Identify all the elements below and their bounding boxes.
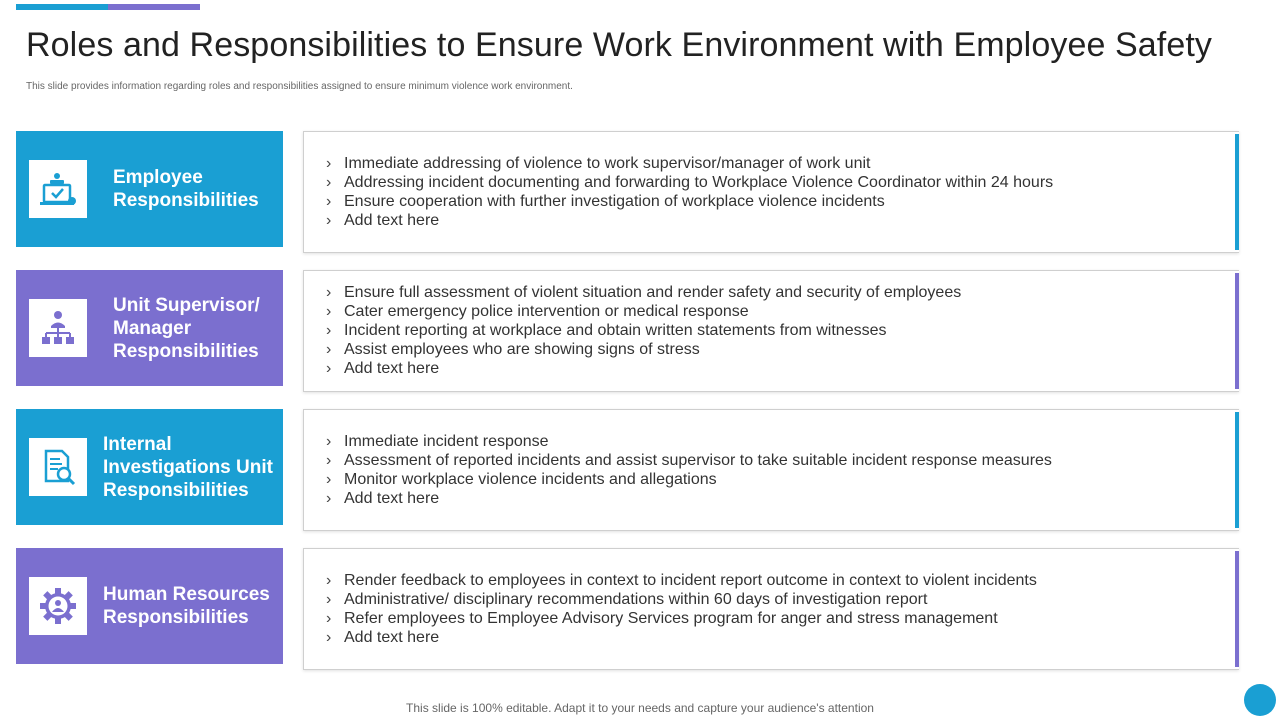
top-accent-bar-blue [16, 4, 108, 10]
role-title: Internal Investigations Unit Responsibilities [103, 433, 273, 501]
chevron-right-icon: › [326, 341, 332, 358]
chevron-right-icon: › [326, 322, 332, 339]
gear-person-icon [29, 577, 87, 635]
top-accent-bar-purple [108, 4, 200, 10]
role-label-box [16, 548, 283, 664]
list-item: › Immediate addressing of violence to work supervisor/manager of work unit [326, 155, 871, 172]
chevron-right-icon: › [326, 284, 332, 301]
role-label-box [16, 409, 283, 525]
responsibilities-card [303, 270, 1239, 392]
corner-circle-decoration [1244, 684, 1276, 716]
chevron-right-icon: › [326, 433, 332, 450]
responsibilities-card [303, 409, 1239, 531]
responsibilities-card [303, 131, 1239, 253]
role-title: Unit Supervisor/ Manager Responsibilities [113, 294, 260, 362]
page-subtitle: This slide provides information regarding roles and responsibilities assigned to ensure minimum violence work environment. [26, 81, 573, 92]
role-title: Human Resources Responsibilities [103, 584, 270, 628]
list-item: › Cater emergency police intervention or medical response [326, 303, 749, 320]
chevron-right-icon: › [326, 591, 332, 608]
responsibility-row-investigations [16, 409, 1244, 527]
chevron-right-icon: › [326, 490, 332, 507]
list-item: › Addressing incident documenting and forwarding to Workplace Violence Coordinator within 24 hours [326, 174, 1054, 191]
employee-laptop-icon [29, 160, 87, 218]
responsibility-row-hr [16, 548, 1244, 666]
card-accent-bar [1235, 134, 1239, 250]
card-accent-bar [1235, 412, 1239, 528]
responsibilities-list [326, 154, 1053, 230]
responsibilities-card [303, 548, 1239, 670]
role-title: Employee Responsibilities [113, 167, 259, 211]
list-item: › Add text here [326, 629, 440, 646]
chevron-right-icon: › [326, 360, 332, 377]
card-accent-bar [1235, 551, 1239, 667]
responsibilities-list [326, 283, 961, 378]
responsibilities-list [326, 571, 1037, 647]
chevron-right-icon: › [326, 212, 332, 229]
chevron-right-icon: › [326, 174, 332, 191]
chevron-right-icon: › [326, 452, 332, 469]
role-label-box [16, 270, 283, 386]
list-item: › Incident reporting at workplace and obtain written statements from witnesses [326, 322, 887, 339]
responsibility-row-employee [16, 131, 1244, 249]
footer-note: This slide is 100% editable. Adapt it to your needs and capture your audience's attention [406, 701, 874, 715]
card-accent-bar [1235, 273, 1239, 389]
list-item: › Assessment of reported incidents and assist supervisor to take suitable incident response measures [326, 452, 1052, 469]
list-item: › Ensure cooperation with further investigation of workplace violence incidents [326, 193, 885, 210]
chevron-right-icon: › [326, 193, 332, 210]
list-item: › Refer employees to Employee Advisory Services program for anger and stress management [326, 610, 998, 627]
responsibilities-list [326, 432, 1052, 508]
list-item: › Add text here [326, 490, 440, 507]
chevron-right-icon: › [326, 303, 332, 320]
list-item: › Assist employees who are showing signs of stress [326, 341, 700, 358]
list-item: › Add text here [326, 212, 440, 229]
page-title: Roles and Responsibilities to Ensure Work Environment with Employee Safety [26, 26, 1212, 64]
chevron-right-icon: › [326, 610, 332, 627]
org-hierarchy-icon [29, 299, 87, 357]
chevron-right-icon: › [326, 155, 332, 172]
list-item: › Render feedback to employees in context to incident report outcome in context to violent incidents [326, 572, 1037, 589]
list-item: › Add text here [326, 360, 440, 377]
responsibility-row-supervisor [16, 270, 1244, 388]
list-item: › Immediate incident response [326, 433, 549, 450]
list-item: › Ensure full assessment of violent situation and render safety and security of employees [326, 284, 962, 301]
chevron-right-icon: › [326, 629, 332, 646]
chevron-right-icon: › [326, 471, 332, 488]
role-label-box [16, 131, 283, 247]
list-item: › Administrative/ disciplinary recommendations within 60 days of investigation report [326, 591, 928, 608]
document-search-icon [29, 438, 87, 496]
list-item: › Monitor workplace violence incidents and allegations [326, 471, 717, 488]
chevron-right-icon: › [326, 572, 332, 589]
